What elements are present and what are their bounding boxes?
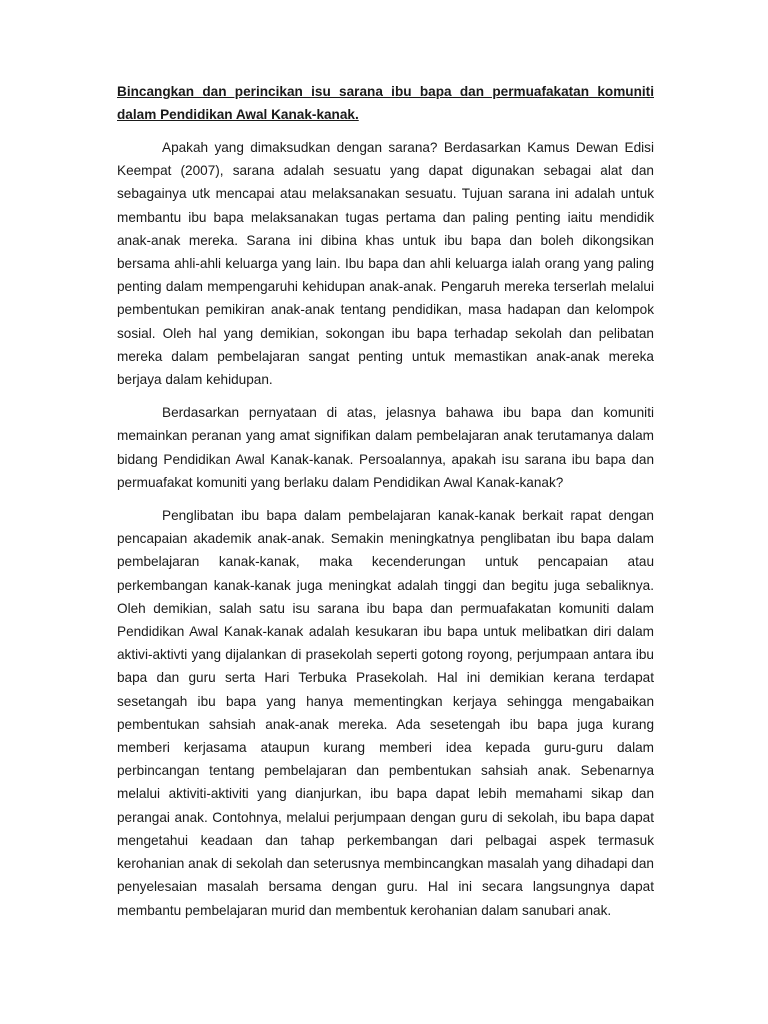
document-title: Bincangkan dan perincikan isu sarana ibu bapa dan permuafakatan komuniti dalam Pendidikan Awal Kanak-kanak.: [117, 84, 654, 122]
paragraph-definition: Apakah yang dimaksudkan dengan sarana? Berdasarkan Kamus Dewan Edisi Keempat (2007), sarana adalah sesuatu yang dapat digunakan sebagai alat dan sebagainya utk mencapai atau melaksanakan sesuatu. Tujuan sarana ini adalah untuk membantu ibu bapa melaksanakan tugas pertama dan paling penting iaitu mendidik anak-anak mereka. Sarana ini dibina khas untuk ibu bapa dan boleh dikongsikan bersama ahli-ahli keluarga yang lain. Ibu bapa dan ahli keluarga ialah orang yang paling penting dalam mempengaruhi kehidupan anak-anak. Pengaruh mereka terserlah melalui pembentukan pemikiran anak-anak tentang pendidikan, masa hadapan dan kelompok sosial. Oleh hal yang demikian, sokongan ibu bapa terhadap sekolah dan pelibatan mereka dalam pembelajaran sangat penting untuk memastikan anak-anak mereka berjaya dalam kehidupan.: [117, 140, 654, 388]
document-page: [117, 80, 654, 932]
paragraph-question: Berdasarkan pernyataan di atas, jelasnya bahawa ibu bapa dan komuniti memainkan peranan yang amat signifikan dalam pembelajaran anak terutamanya dalam bidang Pendidikan Awal Kanak-kanak. Persoalannya, apakah isu sarana ibu bapa dan permuafakat komuniti yang berlaku dalam Pendidikan Awal Kanak-kanak?: [117, 405, 654, 490]
paragraph-involvement: Penglibatan ibu bapa dalam pembelajaran kanak-kanak berkait rapat dengan pencapaian akademik anak-anak. Semakin meningkatnya penglibatan ibu bapa dalam pembelajaran kanak-kanak, maka kecenderungan untuk pencapaian atau perkembangan kanak-kanak juga meningkat adalah tinggi dan begitu juga sebaliknya. Oleh demikian, salah satu isu sarana ibu bapa dan permuafakatan komuniti dalam Pendidikan Awal Kanak-kanak adalah kesukaran ibu bapa untuk melibatkan diri dalam aktivi-aktivti yang dijalankan di prasekolah seperti gotong royong, perjumpaan antara ibu bapa dan guru serta Hari Terbuka Prasekolah. Hal ini demikian kerana terdapat sesetangah ibu bapa yang hanya mementingkan kerjaya sehingga mengabaikan pembentukan sahsiah anak-anak mereka. Ada sesetengah ibu bapa juga kurang memberi kerjasama ataupun kurang memberi idea kepada guru-guru dalam perbincangan tentang pembelajaran dan pembentukan sahsiah anak. Sebenarnya melalui aktiviti-aktiviti yang dianjurkan, ibu bapa dapat lebih memahami sikap dan perangai anak. Contohnya, melalui perjumpaan dengan guru di sekolah, ibu bapa dapat mengetahui keadaan dan tahap perkembangan dari pelbagai aspek termasuk kerohanian anak di sekolah dan seterusnya membincangkan masalah yang dihadapi dan penyelesaian masalah bersama dengan guru. Hal ini secara langsungnya dapat membantu pembelajaran murid dan membentuk kerohanian dalam sanubari anak.: [117, 508, 654, 918]
